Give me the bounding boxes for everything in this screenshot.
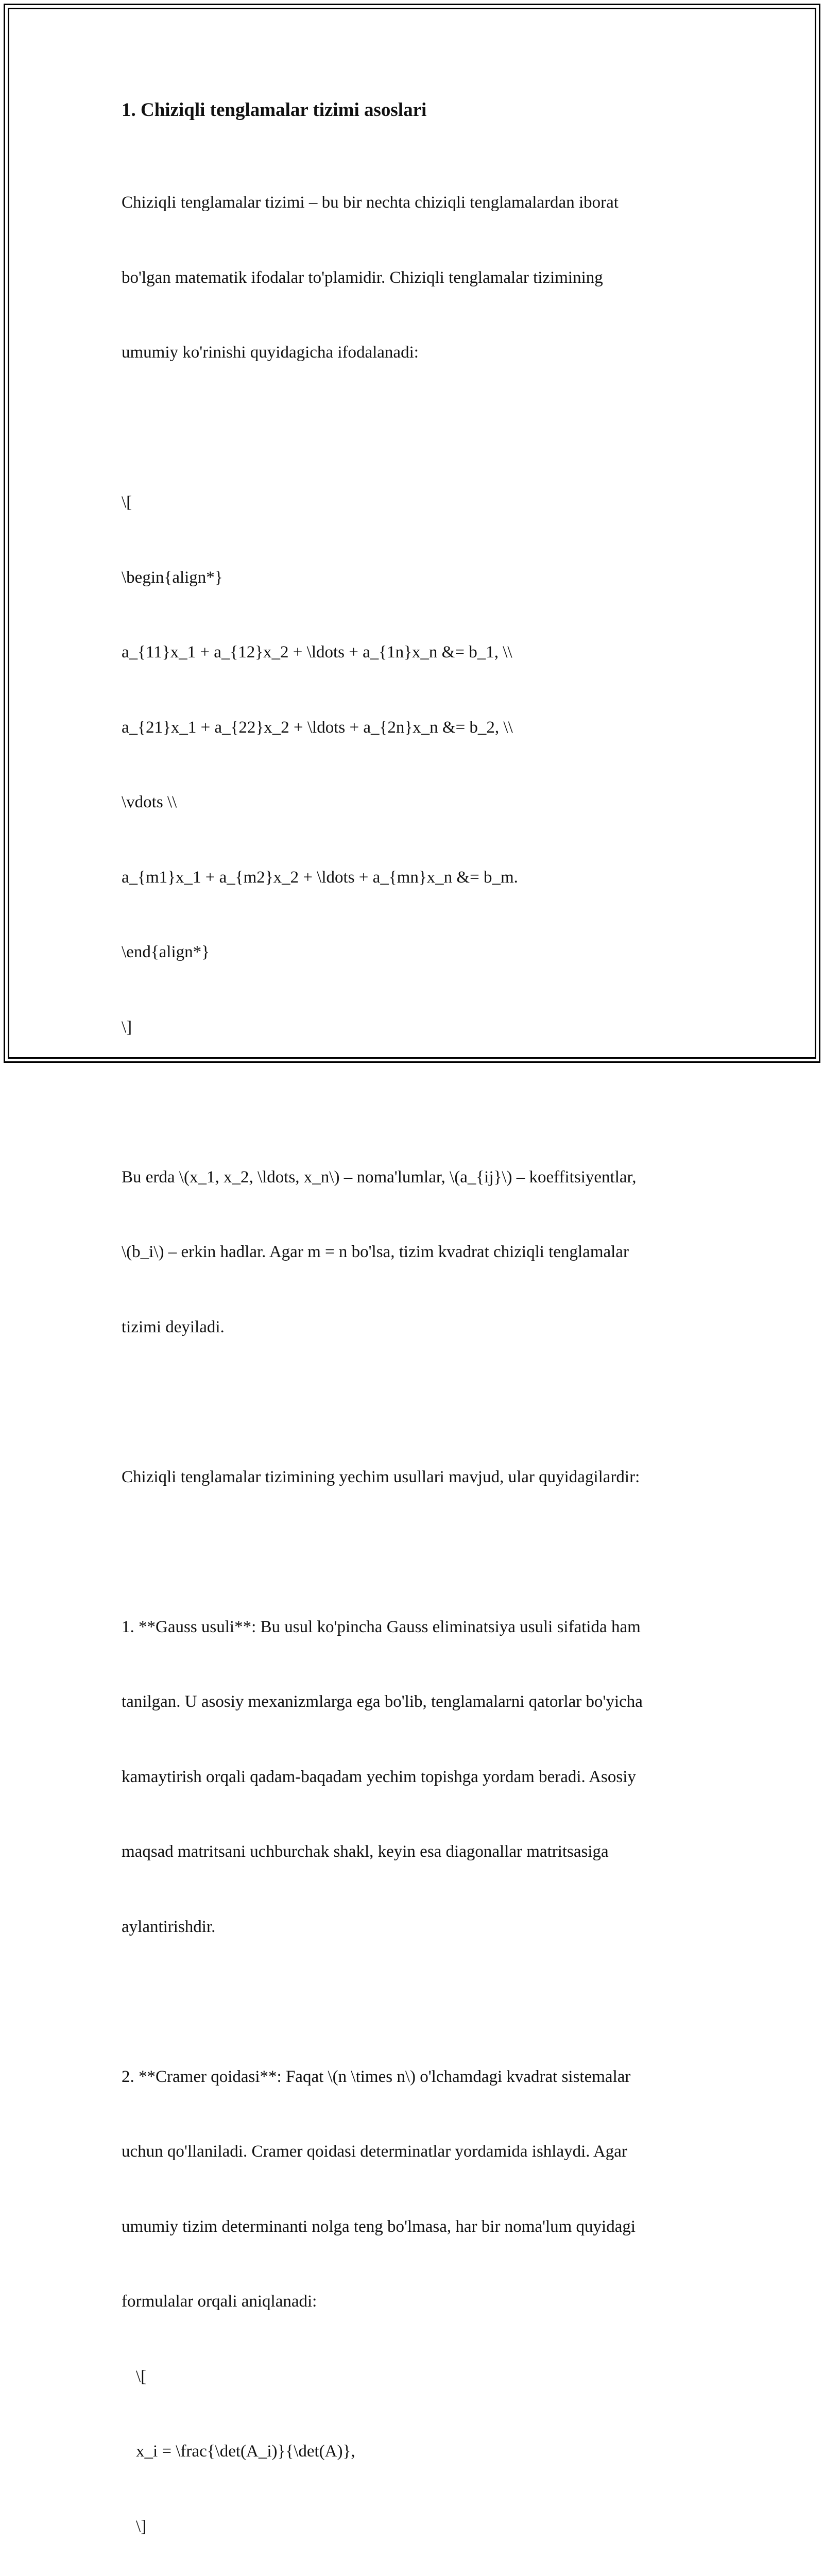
text-line: formulalar orqali aniqlanadi: [122,2289,729,2314]
text-line: uchun qo'llaniladi. Cramer qoidasi determinatlar yordamida ishlaydi. Agar [122,2139,729,2164]
equation-line: a_{11}x_1 + a_{12}x_2 + \ldots + a_{1n}x_n &= b_1, \\ [122,640,729,665]
cramer-method-item [122,2014,729,2576]
explanation-paragraph [122,1115,729,1390]
document-body [122,95,729,2576]
formula-line: \[ [122,2364,729,2389]
intro-paragraph [122,140,729,415]
equation-line: \begin{align*} [122,565,729,590]
methods-intro-paragraph [122,1415,729,1540]
formula-line: x_i = \frac{\det(A_i)}{\det(A)}, [122,2439,729,2464]
text-line: bo'lgan matematik ifodalar to'plamidir. Chiziqli tenglamalar tizimining [122,265,729,291]
equation-line: \[ [122,490,729,515]
equation-line: a_{m1}x_1 + a_{m2}x_2 + \ldots + a_{mn}x_n &= b_m. [122,865,729,890]
equation-line: \vdots \\ [122,790,729,815]
text-line: Chiziqli tenglamalar tizimi – bu bir nechta chiziqli tenglamalardan iborat [122,190,729,215]
text-line: umumiy ko'rinishi quyidagicha ifodalanadi: [122,340,729,365]
section-heading: 1. Chiziqli tenglamalar tizimi asoslari [122,95,729,126]
text-line: 1. **Gauss usuli**: Bu usul ko'pincha Gauss eliminatsiya usuli sifatida ham [122,1615,729,1640]
text-line: Bu erda \(x_1, x_2, \ldots, x_n\) – noma'lumlar, \(a_{ij}\) – koeffitsiyentlar, [122,1165,729,1190]
text-line: Chiziqli tenglamalar tizimining yechim usullari mavjud, ular quyidagilardir: [122,1465,729,1490]
equation-line: \] [122,1015,729,1040]
text-line: maqsad matritsani uchburchak shakl, keyin esa diagonallar matritsasiga [122,1839,729,1865]
text-line: 2. **Cramer qoidasi**: Faqat \(n \times n\) o'lchamdagi kvadrat sistemalar [122,2064,729,2090]
equation-line: a_{21}x_1 + a_{22}x_2 + \ldots + a_{2n}x_n &= b_2, \\ [122,715,729,740]
formula-line: \] [122,2514,729,2539]
text-line: umumiy tizim determinanti nolga teng bo'lmasa, har bir noma'lum quyidagi [122,2214,729,2240]
text-line: kamaytirish orqali qadam-baqadam yechim topishga yordam beradi. Asosiy [122,1765,729,1790]
equation-line: \end{align*} [122,940,729,965]
text-line: tanilgan. U asosiy mexanizmlarga ega bo'lib, tenglamalarni qatorlar bo'yicha [122,1689,729,1715]
gauss-method-item [122,1565,729,1990]
text-line: \(b_i\) – erkin hadlar. Agar m = n bo'lsa, tizim kvadrat chiziqli tenglamalar [122,1240,729,1265]
text-line: aylantirishdir. [122,1914,729,1940]
text-line: tizimi deyiladi. [122,1315,729,1340]
equation-block [122,440,729,1090]
